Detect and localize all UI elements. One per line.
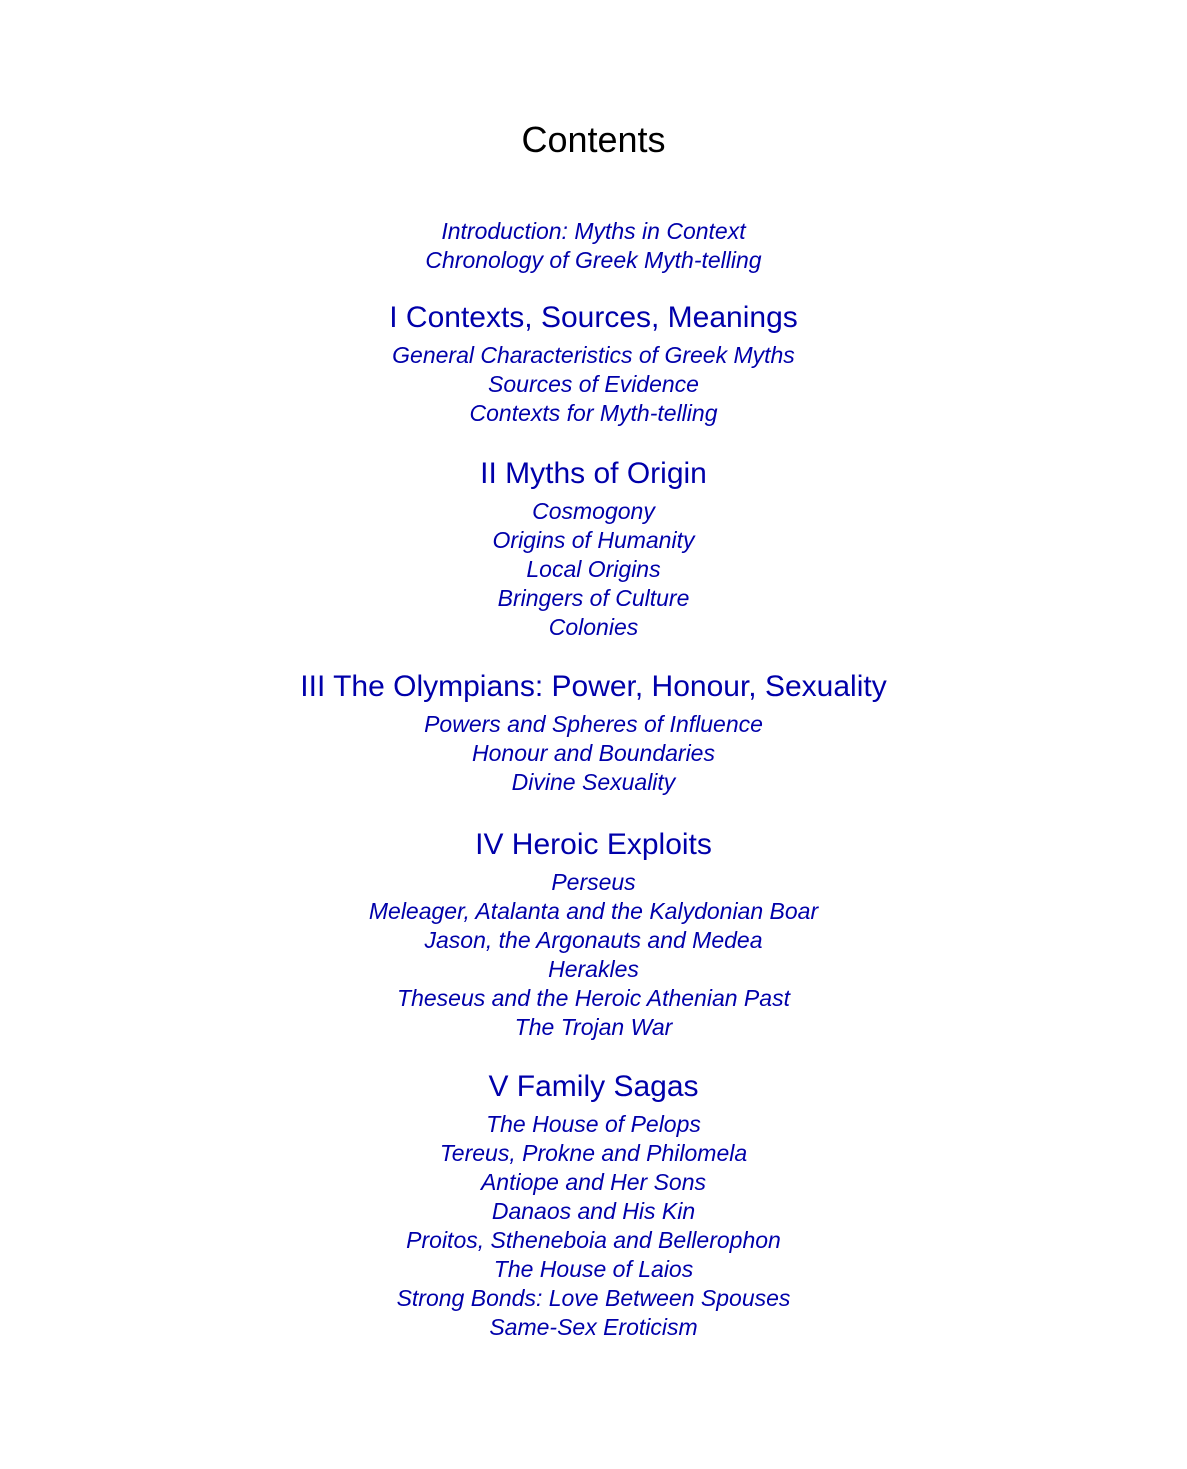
front-matter xyxy=(0,217,1187,275)
toc-entry[interactable]: Sources of Evidence xyxy=(488,371,699,397)
toc-entry[interactable]: Cosmogony xyxy=(532,498,655,524)
part-2 xyxy=(0,454,1187,642)
part-3-entries xyxy=(0,710,1187,797)
toc-entry[interactable]: Local Origins xyxy=(526,556,661,582)
toc-entry[interactable]: Jason, the Argonauts and Medea xyxy=(424,927,763,953)
toc-entry[interactable]: Strong Bonds: Love Between Spouses xyxy=(396,1285,791,1311)
toc-entry[interactable]: Proitos, Stheneboia and Bellerophon xyxy=(406,1227,781,1253)
part-1 xyxy=(0,298,1187,428)
toc-entry[interactable]: The Trojan War xyxy=(514,1014,673,1040)
part-heading-2[interactable]: II Myths of Origin xyxy=(480,457,707,490)
toc-entry[interactable]: Antiope and Her Sons xyxy=(480,1169,707,1195)
toc-entry[interactable]: General Characteristics of Greek Myths xyxy=(392,342,795,368)
toc-entry[interactable]: Divine Sexuality xyxy=(511,769,676,795)
part-4 xyxy=(0,825,1187,1042)
toc-entry[interactable]: The House of Laios xyxy=(493,1256,694,1282)
part-2-entries xyxy=(0,497,1187,642)
part-heading-3[interactable]: III The Olympians: Power, Honour, Sexuality xyxy=(300,670,887,703)
toc-entry[interactable]: Honour and Boundaries xyxy=(472,740,715,766)
toc-entry[interactable]: Bringers of Culture xyxy=(497,585,690,611)
toc-entry[interactable]: Origins of Humanity xyxy=(492,527,695,553)
toc-entry-chronology[interactable]: Chronology of Greek Myth-telling xyxy=(425,247,762,273)
part-heading-4[interactable]: IV Heroic Exploits xyxy=(475,828,712,861)
toc-entry[interactable]: The House of Pelops xyxy=(486,1111,701,1137)
toc-entry[interactable]: Contexts for Myth-telling xyxy=(469,400,718,426)
toc-entry[interactable]: Tereus, Prokne and Philomela xyxy=(439,1140,748,1166)
part-3 xyxy=(0,667,1187,797)
part-5-entries xyxy=(0,1110,1187,1342)
toc-entry[interactable]: Powers and Spheres of Influence xyxy=(424,711,763,737)
toc-entry[interactable]: Perseus xyxy=(551,869,636,895)
part-heading-5[interactable]: V Family Sagas xyxy=(488,1070,699,1103)
part-1-entries xyxy=(0,341,1187,428)
part-heading-1[interactable]: I Contexts, Sources, Meanings xyxy=(389,301,798,334)
toc-entry[interactable]: Danaos and His Kin xyxy=(491,1198,696,1224)
toc-entry[interactable]: Colonies xyxy=(548,614,639,640)
toc-entry[interactable]: Theseus and the Heroic Athenian Past xyxy=(397,985,790,1011)
part-5 xyxy=(0,1067,1187,1342)
toc-entry[interactable]: Herakles xyxy=(548,956,639,982)
page-title: Contents xyxy=(521,119,666,160)
toc-entry[interactable]: Same-Sex Eroticism xyxy=(489,1314,698,1340)
toc-entry-introduction[interactable]: Introduction: Myths in Context xyxy=(441,218,746,244)
toc-entry[interactable]: Meleager, Atalanta and the Kalydonian Boar xyxy=(368,898,819,924)
part-4-entries xyxy=(0,868,1187,1042)
